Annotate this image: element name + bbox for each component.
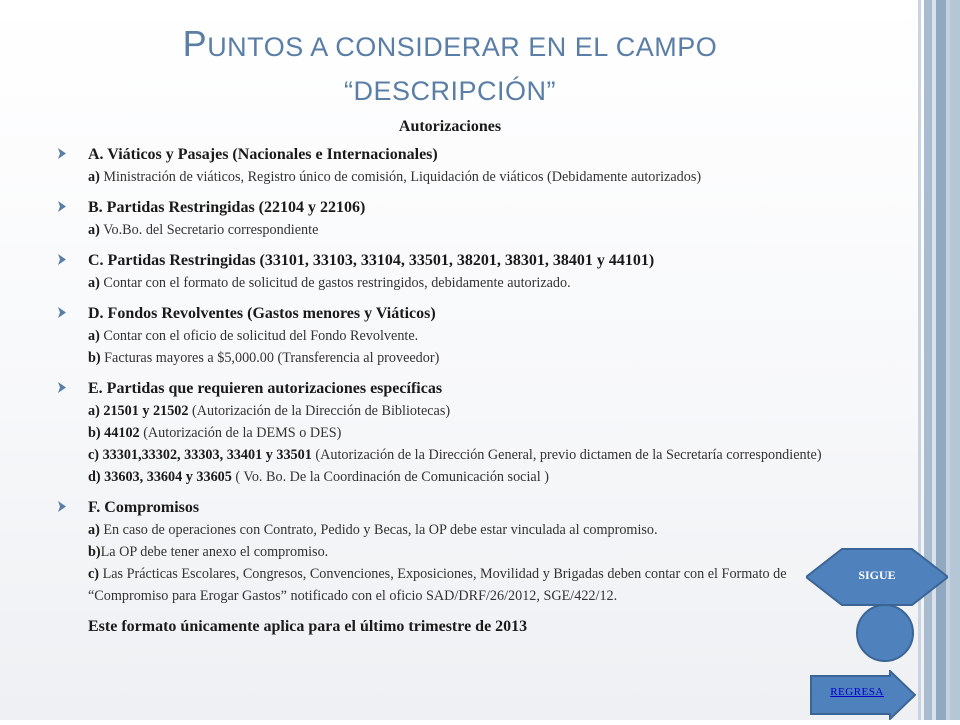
detail-prefix: a) (88, 522, 100, 538)
list-item-detail (88, 347, 828, 369)
list-item-detail (88, 466, 828, 488)
list-item (58, 197, 828, 241)
list-item-title: D. Fondos Revolventes (Gastos menores y Viáticos) (88, 305, 436, 322)
detail-prefix: b) (88, 544, 101, 560)
list-item (58, 497, 828, 607)
list-item (58, 378, 828, 488)
list-item-detail (88, 563, 828, 607)
detail-text: Ministración de viáticos, Registro único de comisión, Liquidación de viáticos (Debidamente autorizados) (99, 169, 702, 185)
final-note: Este formato únicamente aplica para el último trimestre de 2013 (88, 618, 528, 635)
detail-prefix: c) 33301,33302, 33303, 33401 y 33501 (88, 447, 312, 463)
title-line-2: “DESCRIPCIÓN” (343, 76, 556, 106)
list-item (58, 303, 828, 369)
back-button[interactable] (810, 670, 916, 720)
detail-text: En caso de operaciones con Contrato, Pedido y Becas, la OP debe estar vinculada al compromiso. (99, 522, 658, 538)
list-item-title: A. Viáticos y Pasajes (Nacionales e Internacionales) (88, 146, 438, 163)
circle-button[interactable] (856, 604, 914, 662)
detail-text: (Autorización de la Dirección General, previo dictamen de la Secretaría correspondiente) (311, 447, 822, 463)
back-button-label[interactable]: REGRESA (830, 686, 884, 698)
list-item-detail (88, 325, 828, 347)
content-list (58, 144, 828, 638)
decor-stripe (918, 0, 921, 720)
section-subheading: Autorizaciones (398, 118, 502, 135)
list-item-detail (88, 541, 828, 563)
detail-prefix: a) (88, 222, 100, 238)
list-item-detail (88, 422, 828, 444)
detail-text: Contar con el formato de solicitud de gastos restringidos, debidamente autorizado. (99, 275, 571, 291)
detail-text: Contar con el oficio de solicitud del Fondo Revolvente. (99, 328, 419, 344)
list-item-detail (88, 444, 828, 466)
detail-prefix: b) 44102 (88, 425, 140, 441)
detail-prefix: a) 21501 y 21502 (88, 403, 189, 419)
detail-text: (Autorización de la Dirección de Bibliotecas) (188, 403, 451, 419)
detail-prefix: b) (88, 350, 101, 366)
arrow-bullet-icon (58, 148, 66, 159)
detail-prefix: a) (88, 169, 100, 185)
detail-text: (Autorización de la DEMS o DES) (139, 425, 342, 441)
list-item-detail (88, 272, 828, 294)
list-item-detail (88, 400, 828, 422)
list-item-detail (88, 219, 828, 241)
detail-prefix: c) (88, 566, 100, 582)
detail-prefix: a) (88, 328, 100, 344)
decor-stripe (936, 0, 946, 720)
next-button[interactable] (806, 548, 948, 606)
decor-stripe (950, 0, 960, 720)
detail-text: La OP debe tener anexo el compromiso. (100, 544, 329, 560)
arrow-bullet-icon (58, 254, 66, 265)
arrow-bullet-icon (58, 307, 66, 318)
title-initial: P (182, 23, 208, 64)
list-item-title: C. Partidas Restringidas (33101, 33103, 33104, 33501, 38201, 38301, 38401 y 44101) (88, 252, 655, 269)
arrow-bullet-icon (58, 201, 66, 212)
detail-text: ( Vo. Bo. De la Coordinación de Comunicación social ) (231, 469, 549, 485)
detail-prefix: a) (88, 275, 100, 291)
decor-stripe (924, 0, 932, 720)
detail-text: Vo.Bo. del Secretario correspondiente (99, 222, 319, 238)
detail-text: Facturas mayores a $5,000.00 (Transferencia al proveedor) (100, 350, 440, 366)
title-line-1 (0, 22, 900, 69)
arrow-bullet-icon (58, 382, 66, 393)
arrow-bullet-icon (58, 501, 66, 512)
list-item-title: E. Partidas que requieren autorizaciones específicas (88, 380, 443, 397)
title-line-1-text: UNTOS A CONSIDERAR EN EL CAMPO (207, 32, 718, 62)
next-button-label: SIGUE (858, 568, 896, 582)
detail-text: Las Prácticas Escolares, Congresos, Convenciones, Exposiciones, Movilidad y Brigadas deben contar con el Formato de “Compromiso para Erogar Gastos” notificado con el oficio SAD/DRF/26/2012, SGE/422/12. (88, 566, 787, 604)
detail-prefix: d) 33603, 33604 y 33605 (88, 469, 232, 485)
list-item (58, 250, 828, 294)
slide-title (0, 22, 900, 113)
list-item-title: F. Compromisos (88, 499, 200, 516)
list-item (58, 144, 828, 188)
list-item-detail (88, 166, 828, 188)
list-item-detail (88, 519, 828, 541)
list-item-title: B. Partidas Restringidas (22104 y 22106) (88, 199, 366, 216)
